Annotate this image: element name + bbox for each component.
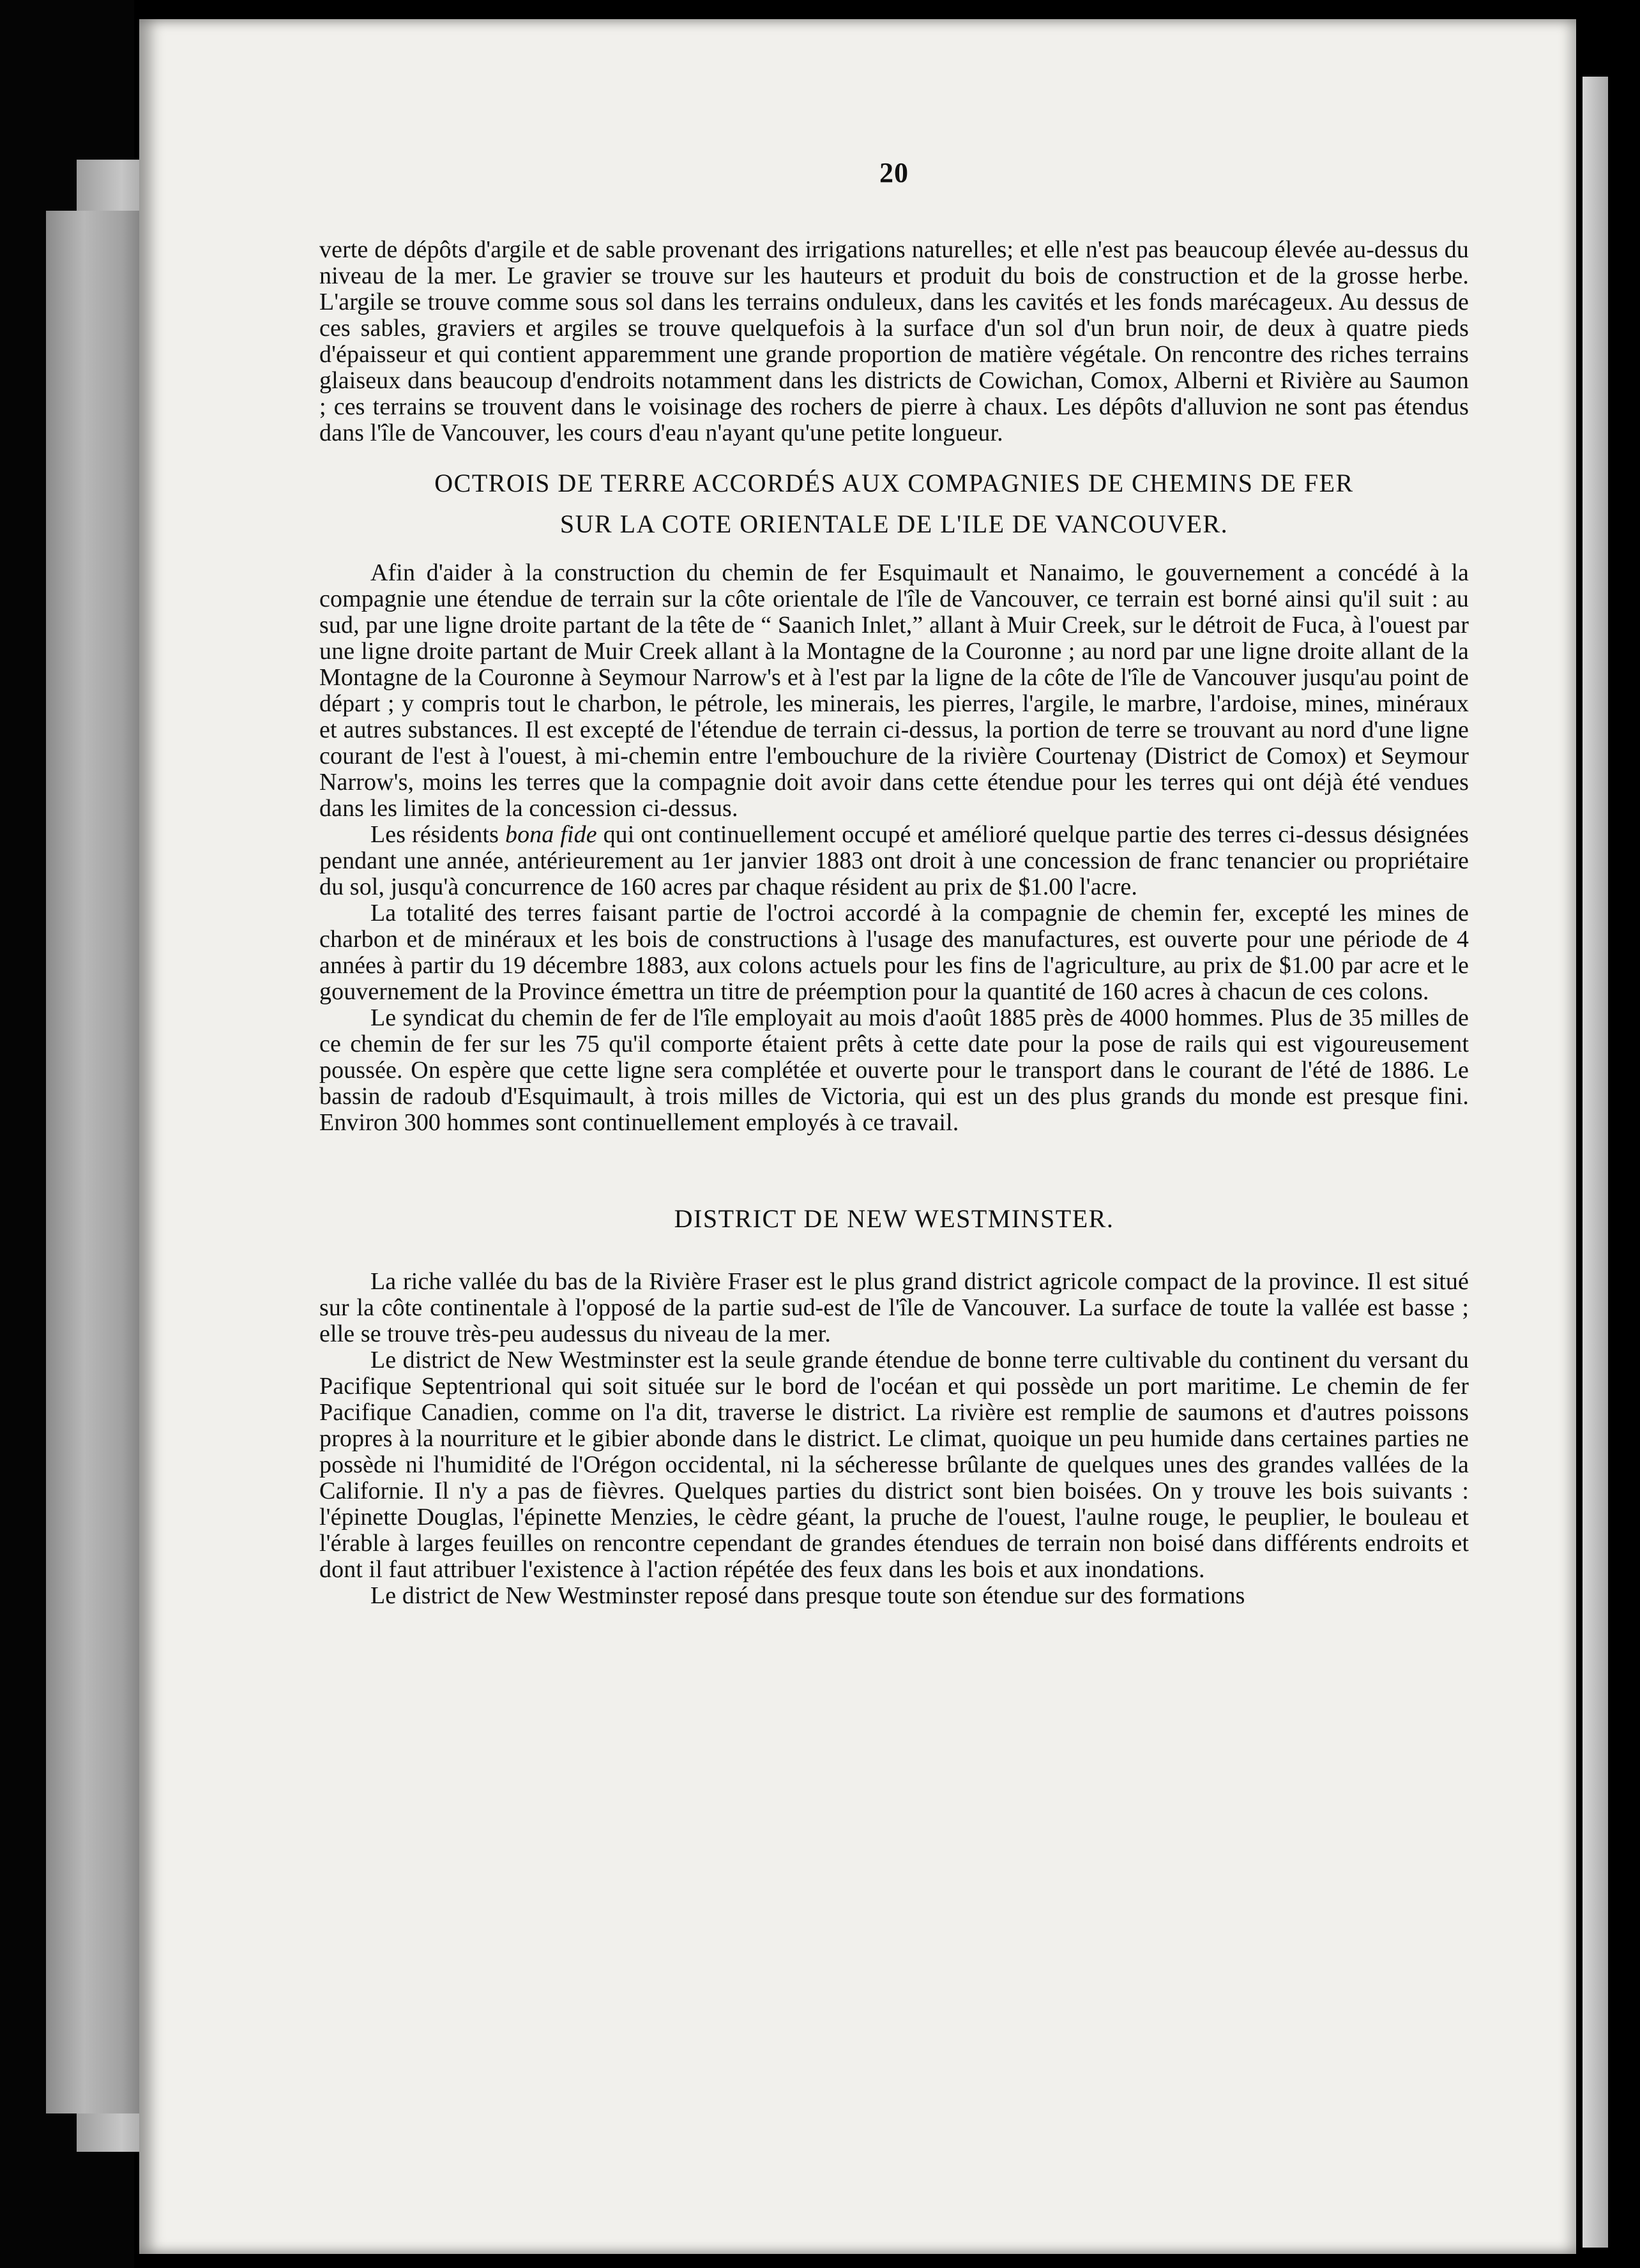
paragraph-syndicat: Le syndicat du chemin de fer de l'île employait au mois d'août 1885 près de 4000 hommes. Plus de 35 milles de ce chemin de fer sur les 75 qu'il comporte étaient prêts à cette date pour la pose de rails qui est vigoureusement poussée. On espère que cette ligne sera complétée et ouverte pour le transport dans le courant de l'été de 1886. Le bassin de radoub d'Esquimault, à trois milles de Victoria, qui est un des plus grands du monde est presque fini. Environ 300 hommes sont continuellement employés à ce travail. [319,1004,1469,1136]
heading-line-2: SUR LA COTE ORIENTALE DE L'ILE DE VANCOUVER. [559,510,1229,538]
section-heading-district: DISTRICT DE NEW WESTMINSTER. [674,1204,1114,1233]
section-heading-octrois [319,463,1469,545]
paragraph-continued: verte de dépôts d'argile et de sable provenant des irrigations naturelles; et elle n'est pas beaucoup élevée au-dessus du niveau de la mer. Le gravier se trouve sur les hauteurs et produit du bois de construction et de la grosse herbe. L'argile se trouve comme sous sol dans les terrains onduleux, dans les cavités et les fonds marécageux. Au dessus de ces sables, graviers et argiles se trouve quelquefois à la surface d'un sol d'un brun noir, de deux à quatre pieds d'épaisseur et qui contient apparemment une grande proportion de matière végétale. On rencontre des riches terrains glaiseux dans beaucoup d'endroits notamment dans les districts de Cowichan, Comox, Alberni et Rivière au Saumon ; ces terrains se trouvent dans le voisinage des rochers de pierre à chaux. Les dépôts d'alluvion ne sont pas étendus dans l'île de Vancouver, les cours d'eau n'ayant qu'une petite longueur. [319,236,1469,446]
paragraph-totalite: La totalité des terres faisant partie de l'octroi accordé à la compagnie de chemin fer, excepté les mines de charbon et de minéraux et les bois de constructions à l'usage des manufactures, est ouverte pour une période de 4 années à partir du 19 décembre 1883, aux colons actuels pour les fins de l'agriculture, au prix de $1.00 par acre et le gouvernement de la Province émettra un titre de préemption pour la quantité de 160 acres à chacun de ces colons. [319,900,1469,1005]
bona-fide-italic: bona fide [505,821,597,848]
paragraph-residents [319,822,1469,900]
paragraph-vallee: La riche vallée du bas de la Rivière Fraser est le plus grand district agricole compact de la province. Il est situé sur la côte continentale à l'opposé de la partie sud-est de l'île de Vancouver. La surface de toute la vallée est basse ; elle se trouve très-peu audessus du niveau de la mer. [319,1268,1469,1347]
adjacent-page-edge [1583,77,1608,2248]
residents-rest: qui ont continuellement occupé et amélioré quelque partie des terres ci-dessus désignées pendant une année, antérieurement au 1er janvier 1883 ont droit à une concession de franc tenancier ou propriétaire du sol, jusqu'à concurrence de 160 acres par chaque résident au prix de $1.00 l'acre. [319,821,1469,900]
heading-line-1: OCTROIS DE TERRE ACCORDÉS AUX COMPAGNIES DE CHEMINS DE FER [434,469,1354,497]
residents-lead: Les résidents [370,821,499,848]
paragraph-district: Le district de New Westminster est la seule grande étendue de bonne terre cultivable du continent du versant du Pacifique Septentrional qui soit située sur le bord de l'océan et qui possède un port maritime. Le chemin de fer Pacifique Canadien, comme on l'a dit, traverse le district. La rivière est remplie de saumons et d'autres poissons propres à la nourriture et le gibier abonde dans le district. Le climat, quoique un peu humide dans certaines parties ne possède ni l'humidité de l'Orégon occidental, ni la sécheresse brûlante de quelques unes des grandes vallées de la Californie. Il n'y a pas de fièvres. Quelques parties du district sont bien boisées. On y trouve les bois suivants : l'épinette Douglas, l'épinette Menzies, le cèdre géant, la pruche de l'ouest, l'aulne rouge, le peuplier, le bouleau et l'érable à larges feuilles on rencontre cependant de grandes étendues de terrain non boisé dans différents endroits et dont il faut attribuer l'existence à l'action répétée des feux dans les bois et aux inondations. [319,1347,1469,1583]
page-content [319,157,1469,1609]
page-number: 20 [879,157,909,188]
paragraph-formations: Le district de New Westminster reposé dans presque toute son étendue sur des formations [370,1582,1245,1609]
paragraph-land-grant: Afin d'aider à la construction du chemin de fer Esquimault et Nanaimo, le gouvernement a concédé à la compagnie une étendue de terrain sur la côte orientale de l'île de Vancouver, ce terrain est borné ainsi qu'il suit : au sud, par une ligne droite partant de la tête de “ Saanich Inlet,” allant à Muir Creek, sur le détroit de Fuca, à l'ouest par une ligne droite partant de Muir Creek allant à la Montagne de la Couronne ; au nord par une ligne droite allant de la Montagne de la Couronne à Seymour Narrow's et à l'est par la ligne de la côte de l'île de Vancouver jusqu'au point de départ ; y compris tout le charbon, le pétrole, les minerais, les pierres, l'argile, le marbre, l'ardoise, mines, minéraux et autres substances. Il est excepté de l'étendue de terrain ci-dessus, la portion de terre se trouvant au nord d'une ligne courant de l'est à l'ouest, à mi-chemin entre l'embouchure de la rivière Courtenay (District de Comox) et Seymour Narrow's, moins les terres que la compagnie doit avoir dans cette étendue pour les terres qui ont déjà été vendues dans les limites de la concession ci-dessus. [319,559,1469,822]
underlying-page-edge-front [46,211,155,2113]
